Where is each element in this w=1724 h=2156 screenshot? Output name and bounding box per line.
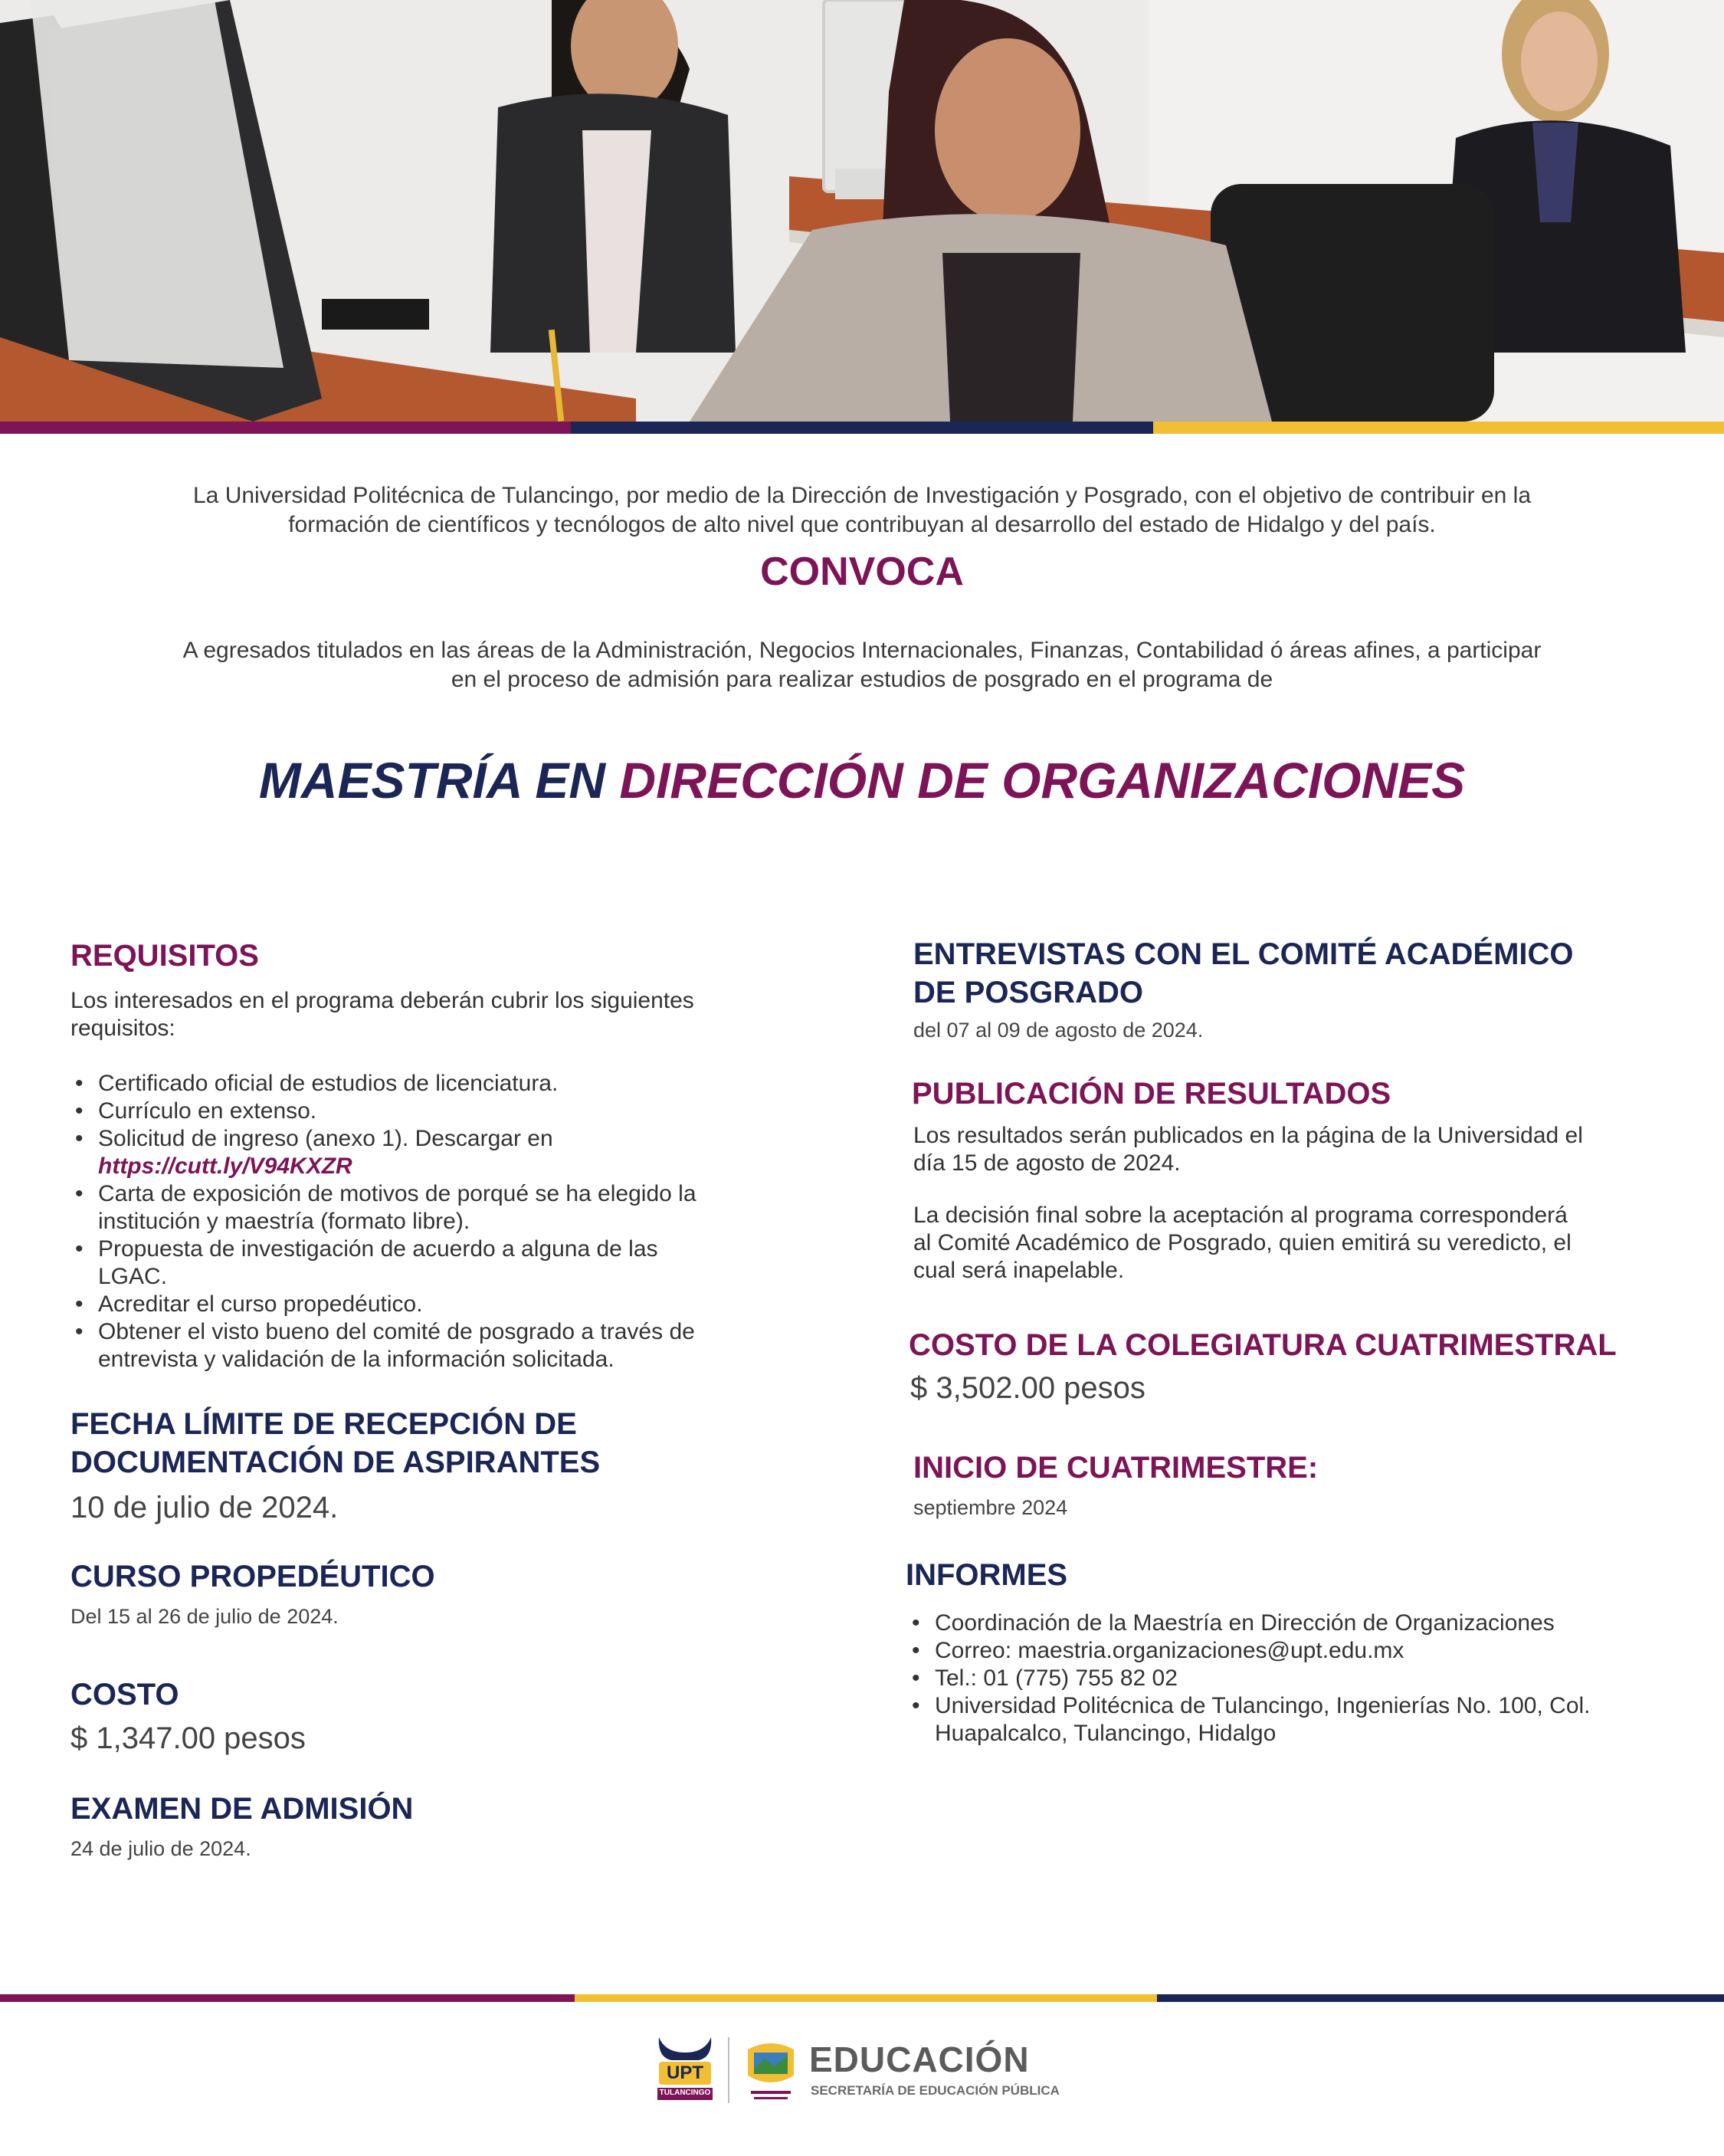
requisitos-intro — [70, 987, 821, 1042]
list-item: • Coordinación de la Maestría en Dirección de Organizaciones — [907, 1610, 1673, 1637]
upt-logo-subtext: TULANCINGO — [659, 2089, 711, 2097]
sep-subtitle: SECRETARÍA DE EDUCACIÓN PÚBLICA — [811, 2083, 1060, 2098]
curso-value: Del 15 al 26 de julio de 2024. — [70, 1605, 339, 1628]
download-link[interactable]: https://cutt.ly/V94KXZR — [98, 1153, 352, 1179]
list-item: • Universidad Politécnica de Tulancingo, Ingenierías No. 100, Col. Huapalcalco, Tulancingo, Hidalgo — [907, 1692, 1673, 1747]
requisitos-list — [70, 1070, 837, 1373]
office-computer-lab-photo — [0, 0, 1724, 422]
footer-logos — [651, 2031, 1080, 2115]
convoca-heading: CONVOCA — [760, 550, 964, 594]
fecha-limite-heading: FECHA LÍMITE DE RECEPCIÓN DE DOCUMENTACIÓN DE ASPIRANTES — [70, 1407, 601, 1479]
informes-heading: INFORMES — [906, 1558, 1068, 1592]
educacion-wordmark: EDUCACIÓN — [809, 2040, 1030, 2079]
target-line-2: en el proceso de admisión para realizar estudios de posgrado en el programa de — [451, 667, 1273, 692]
fecha-limite-value: 10 de julio de 2024. — [70, 1491, 339, 1524]
shield-icon — [742, 2036, 800, 2105]
bottom-color-band — [0, 1994, 1724, 2002]
intro-paragraph — [69, 481, 1655, 540]
informes-list — [907, 1610, 1673, 1747]
list-item: • Certificado oficial de estudios de licenciatura. — [70, 1070, 837, 1098]
program-title — [0, 751, 1724, 809]
publicacion-text-2: La decisión final sobre la aceptación al programa corresponderá al Comité Académico de Posgrado, quien emitirá su veredicto, el cual será inapelable. — [913, 1203, 1572, 1283]
program-title-part2: DIRECCIÓN DE ORGANIZACIONES — [619, 752, 1466, 809]
list-item: • Solicitud de ingreso (anexo 1). Descargar en https://cutt.ly/V94KXZR — [70, 1125, 837, 1180]
colegiatura-heading: COSTO DE LA COLEGIATURA CUATRIMESTRAL — [909, 1328, 1617, 1362]
top-color-band — [0, 422, 1724, 434]
inicio-heading: INICIO DE CUATRIMESTRE: — [913, 1451, 1319, 1485]
examen-value: 24 de julio de 2024. — [70, 1837, 251, 1860]
curso-heading: CURSO PROPEDÉUTICO — [70, 1560, 435, 1593]
email-link[interactable]: Correo: maestria.organizaciones@upt.edu.mx — [935, 1638, 1404, 1663]
inicio-value: septiembre 2024 — [913, 1496, 1068, 1519]
list-item: • Obtener el visto bueno del comité de posgrado a través de entrevista y validación de la información solicitada. — [70, 1318, 837, 1373]
program-title-part1: MAESTRÍA EN — [258, 752, 620, 809]
upt-logo-text: UPT — [667, 2062, 703, 2083]
costo-value: $ 1,347.00 pesos — [70, 1721, 306, 1755]
list-item: • Acreditar el curso propedéutico. — [70, 1291, 837, 1318]
costo-heading: COSTO — [70, 1678, 179, 1711]
target-line-1: A egresados titulados en las áreas de la Administración, Negocios Internacionales, Finanzas, Contabilidad ó áreas afines, a participar — [182, 638, 1542, 663]
requisitos-intro-line-2: requisitos: — [70, 1016, 175, 1041]
requisitos-intro-line-1: Los interesados en el programa deberán cubrir los siguientes — [70, 988, 694, 1013]
examen-heading: EXAMEN DE ADMISIÓN — [70, 1792, 414, 1826]
hidalgo-shield-logo — [742, 2036, 800, 2105]
entrevistas-heading: ENTREVISTAS CON EL COMITÉ ACADÉMICO DE POSGRADO — [913, 937, 1574, 1009]
publicacion-text-1: Los resultados serán publicados en la página de la Universidad el día 15 de agosto de 2024. — [913, 1123, 1583, 1176]
list-item: • Tel.: 01 (775) 755 82 02 — [907, 1665, 1673, 1692]
publicacion-heading: PUBLICACIÓN DE RESULTADOS — [912, 1077, 1391, 1111]
hero-photo — [0, 0, 1724, 422]
intro-line-2: formación de científicos y tecnólogos de alto nivel que contribuyan al desarrollo del estado de Hidalgo y del país. — [288, 512, 1436, 537]
list-item — [907, 1637, 1673, 1665]
entrevistas-value: del 07 al 09 de agosto de 2024. — [913, 1019, 1204, 1042]
upt-logo — [654, 2034, 716, 2105]
list-item: • Propuesta de investigación de acuerdo a alguna de las LGAC. — [70, 1236, 837, 1291]
list-item: • Carta de exposición de motivos de porqué se ha elegido la institución y maestría (formato libre). — [70, 1180, 837, 1236]
logo-divider — [728, 2037, 729, 2103]
list-item: • Currículo en extenso. — [70, 1098, 837, 1125]
requisitos-heading: REQUISITOS — [70, 939, 259, 973]
target-paragraph — [69, 636, 1655, 694]
colegiatura-value: $ 3,502.00 pesos — [910, 1371, 1146, 1405]
intro-line-1: La Universidad Politécnica de Tulancingo, por medio de la Dirección de Investigación y Posgrado, con el objetivo de contribuir en la — [192, 483, 1532, 508]
